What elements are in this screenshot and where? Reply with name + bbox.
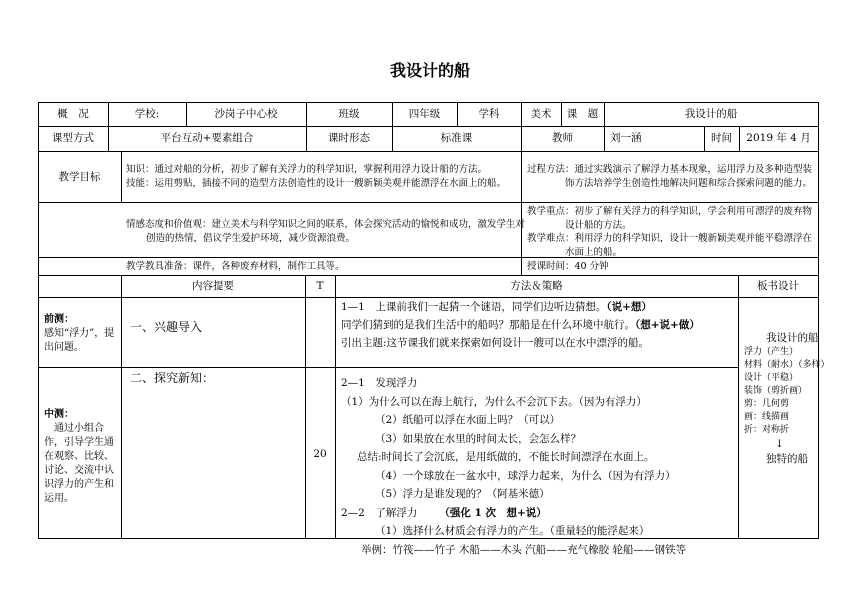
- section-explore: 二、探究新知：: [130, 371, 215, 385]
- teacher-label: 教师: [552, 132, 573, 144]
- difficulty-line-1: 教学难点：利用浮力的科学知识，设计一艘新颖美观并能平稳漂浮在: [527, 233, 813, 244]
- key-difficult-points: [527, 205, 812, 259]
- pre-test-desc-2: 出问题。: [44, 342, 84, 353]
- lesson-type-label: 课型方式: [52, 132, 94, 144]
- teacher-value: 刘一涵: [610, 132, 642, 144]
- overview-label: 概 况: [57, 108, 89, 120]
- topic-label: 课 题: [566, 108, 599, 120]
- skill-goal: 技能：运用剪贴，插接不同的造型方法创造性的设计一艘新颖美观并能漂浮在水面上的船。: [126, 177, 507, 189]
- content-header: 内容提要: [192, 280, 234, 292]
- intro-line-3: 引出主题:这节课我们就来探索如何设计一艘可以在水中漂浮的船。: [341, 337, 650, 349]
- explore-line-6: （4）一个球放在一盆水中，球浮力起来，为什么（因为有浮力）: [375, 469, 676, 482]
- intro-line-2-tag: （想+说+做）: [635, 319, 700, 331]
- mid-test-desc-3: 在观察、比较、: [44, 451, 114, 462]
- difficulty-line-2: 水面上的船。: [565, 246, 623, 258]
- board-arrow-icon: ↓: [775, 438, 784, 450]
- time-label: 时间: [711, 132, 732, 144]
- intro-line-1-tag: （说+想）: [606, 301, 652, 313]
- explore-line-4: （3）如果放在水里的时间太长，会怎么样？: [375, 432, 582, 445]
- explore-line-8-tag: （强化 1 次 想+说）: [439, 506, 547, 519]
- lesson-form-label: 课时形态: [328, 132, 370, 144]
- board-line-1: 浮力（产生）: [744, 347, 799, 357]
- explore-line-3: （2）纸船可以浮在水面上吗？（可以）: [375, 414, 561, 426]
- lesson-form-value: 标准课: [440, 132, 473, 144]
- t-header: T: [316, 280, 324, 292]
- topic-value: 我设计的船: [684, 108, 738, 120]
- school-value: 沙岗子中心校: [214, 108, 278, 120]
- explore-line-1: 2—1 发现浮力: [341, 377, 418, 389]
- board-line-5: 剪：几何剪: [744, 399, 790, 409]
- explore-line-7: （5）浮力是谁发现的？（阿基米德）: [375, 488, 550, 500]
- explore-line-8: 2—2 了解浮力: [341, 506, 418, 519]
- knowledge-goal: 知识：通过对船的分析，初步了解有关浮力的科学知识，掌握利用浮力设计船的方法。: [126, 164, 488, 175]
- board-line-6: 画：线描画: [744, 412, 790, 422]
- key-point-line-2: 设计船的方法。: [565, 219, 632, 231]
- mid-test-cell: [44, 408, 116, 506]
- mid-test-desc-2: 作，引导学生通: [44, 437, 114, 448]
- goals-label: 教学目标: [58, 171, 101, 183]
- mid-test-desc-5: 识浮力的产生和: [44, 479, 114, 490]
- board-line-7: 折：对称折: [744, 425, 790, 435]
- process-goals: [527, 163, 812, 190]
- board-line-4: 装饰（剪折画）: [744, 386, 808, 396]
- emotion-goal-line-1: 情感态度和价值观：建立美术与科学知识之间的联系，体会探究活动的愉悦和成功，激发学生对: [126, 219, 526, 230]
- board-title: 我设计的船: [766, 332, 819, 344]
- pre-test-desc-1: 感知“浮力”，提: [44, 328, 115, 339]
- explore-line-10: 举例：竹筏——竹子 木船——木头 汽船——充气橡胶 轮船——钢铁等: [361, 543, 687, 556]
- board-lines: [744, 346, 830, 437]
- intro-line-2: 同学们猜到的是我们生活中的船吗？那船是在什么环境中航行。: [341, 319, 635, 331]
- intro-line-1: 1—1 上课前我们一起猜一个谜语，同学们边听边猜想。: [341, 301, 607, 313]
- emotion-goals: [126, 218, 525, 245]
- key-point-line-1: 教学重点：初步了解有关浮力的科学知识，学会利用可漂浮的废弃物: [527, 206, 813, 217]
- explore-methods: [341, 374, 686, 559]
- page-title: 我设计的船: [389, 61, 470, 80]
- mid-test-desc-6: 运用。: [44, 493, 74, 504]
- t-value: 20: [313, 448, 327, 460]
- subject-label: 学科: [478, 108, 500, 120]
- teaching-duration: 授课时间：40 分钟: [527, 261, 609, 272]
- board-header: 板书设计: [757, 280, 799, 292]
- mid-test-desc-1: 通过小组合: [54, 423, 104, 434]
- board-final: 独特的船: [766, 453, 808, 465]
- grade-label: 班级: [338, 108, 360, 120]
- mid-test-desc-4: 讨论、交流中认: [44, 465, 114, 476]
- method-header: 方法＆策略: [510, 280, 563, 292]
- school-label: 学校:: [134, 108, 160, 120]
- teaching-tools: 教学教具准备：课件，各种废弃材料，制作工具等。: [126, 261, 345, 272]
- intro-methods: [341, 298, 700, 352]
- explore-line-5: 总结:时间长了会沉底，是用纸做的，不能长时间漂浮在水面上。: [357, 451, 655, 463]
- subject-value: 美术: [530, 108, 552, 120]
- time-value: 2019 年 4 月: [746, 132, 811, 144]
- process-goal-line-1: 过程方法：通过实践演示了解浮力基本现象，运用浮力及多种造型装: [527, 164, 813, 175]
- lesson-type-value: 平台互动+要素组合: [160, 132, 254, 144]
- grade-value: 四年级: [408, 108, 441, 120]
- explore-line-2: （1）为什么可以在海上航行，为什么不会沉下去。（因为有浮力）: [341, 395, 647, 408]
- section-intro: 一、兴趣导入: [130, 320, 203, 334]
- mid-test-label: 中测：: [44, 409, 74, 420]
- board-line-3: 设计（平稳）: [744, 373, 799, 383]
- process-goal-line-2: 饰方法培养学生创造性地解决问题和综合探索问题的能力。: [565, 177, 813, 189]
- pre-test-cell: [44, 313, 114, 355]
- explore-line-9: （1）选择什么材质会有浮力的产生。（重量轻的能浮起来）: [375, 525, 650, 537]
- knowledge-skill-goals: [126, 163, 506, 190]
- pre-test-label: 前测：: [44, 314, 74, 325]
- board-line-2: 材料（耐水）（多样）: [744, 360, 830, 370]
- emotion-goal-line-2: 创造的热情，倡议学生爱护环境，减少资源浪费。: [146, 232, 356, 244]
